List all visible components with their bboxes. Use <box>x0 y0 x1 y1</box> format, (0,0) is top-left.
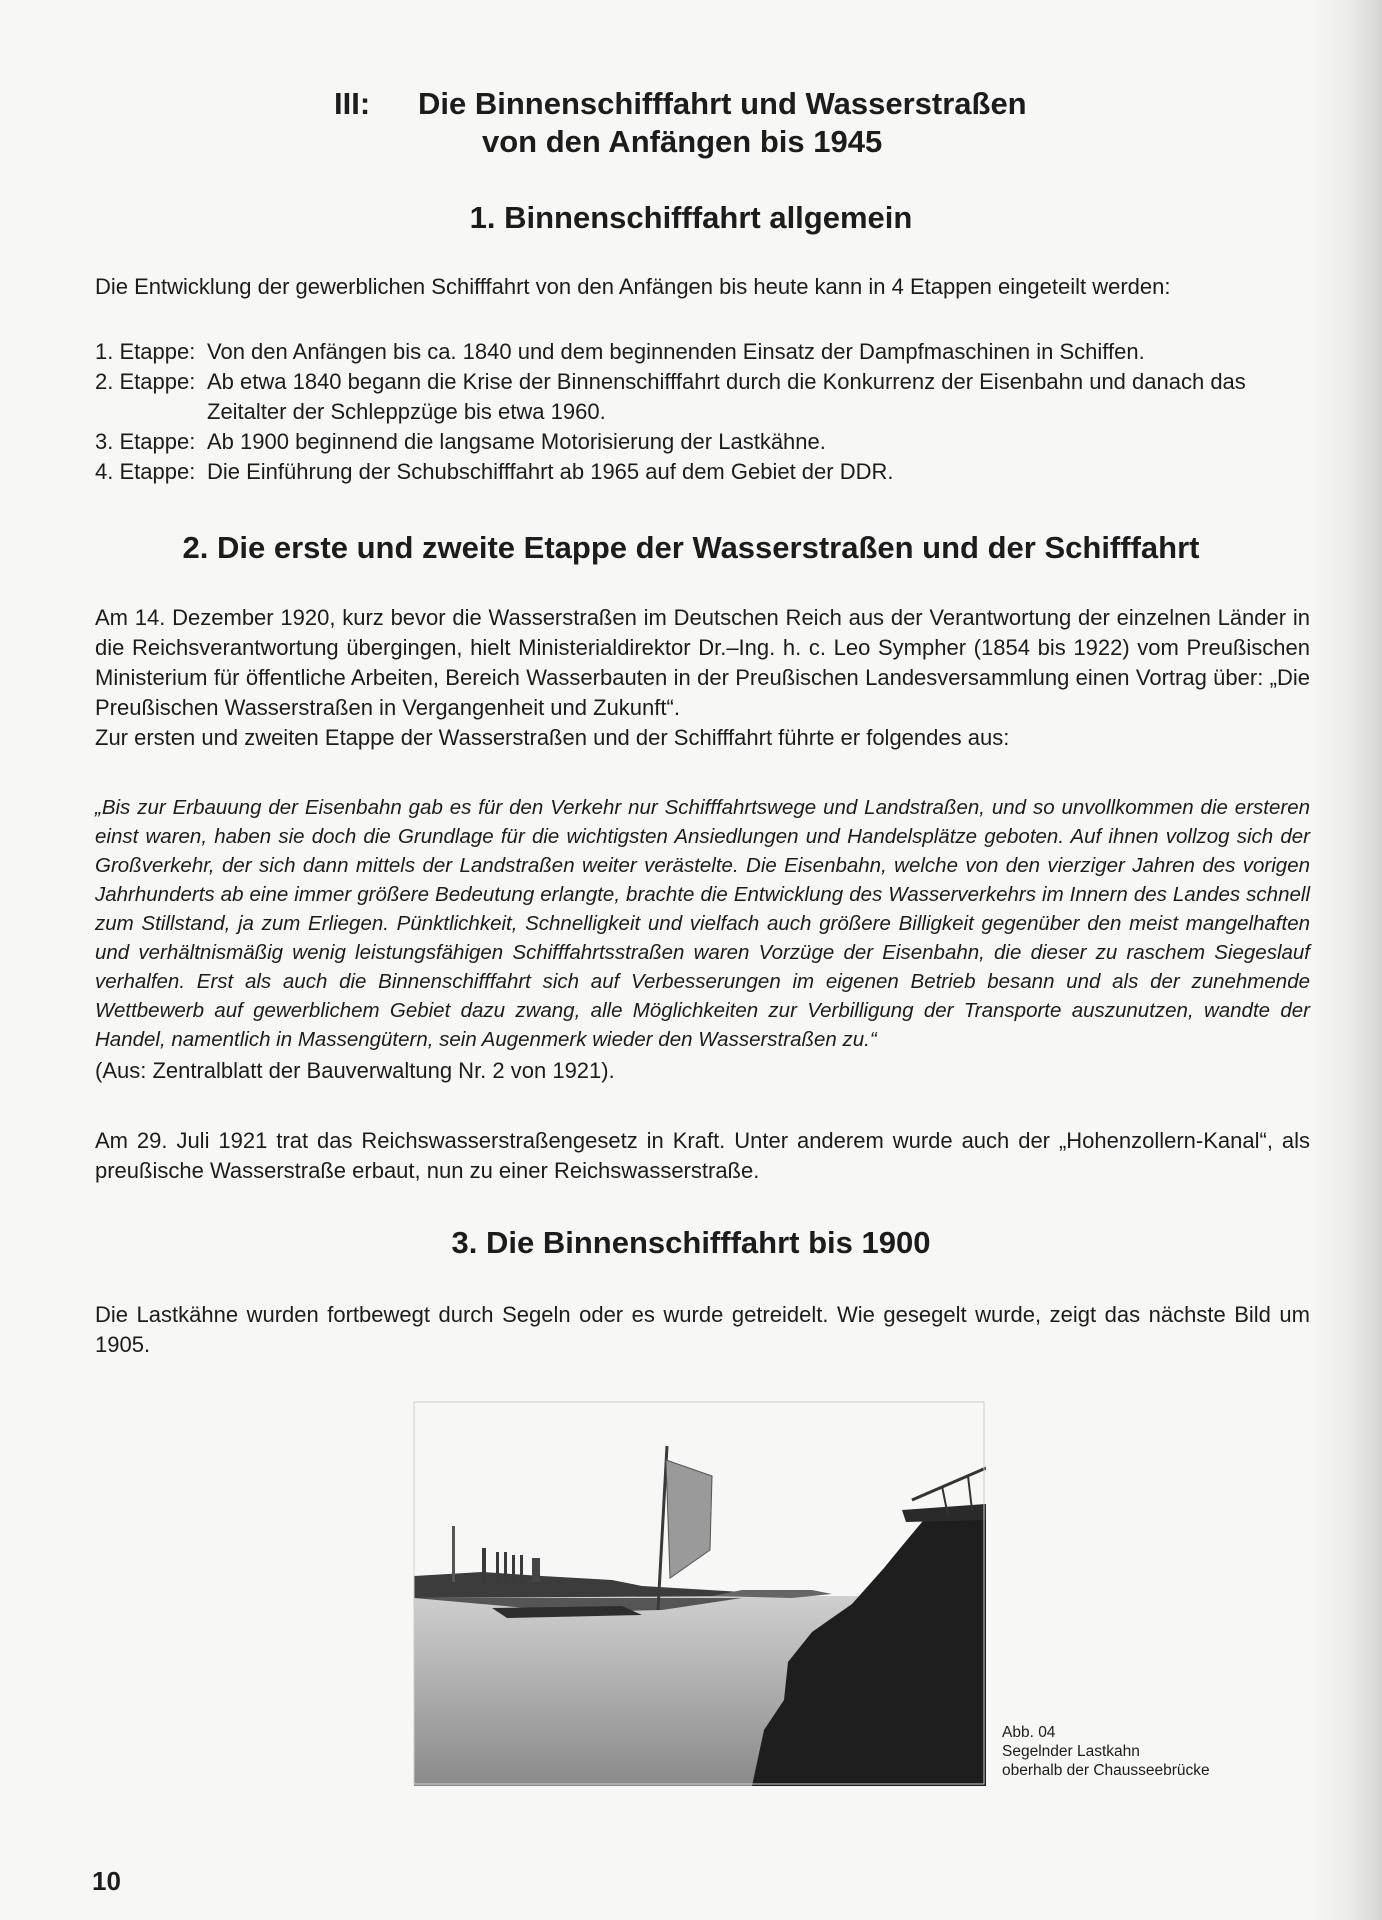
section3-paragraph: Die Lastkähne wurden fortbewegt durch Segeln oder es wurde getreidelt. Wie gesegelt wurde, zeigt das nächste Bild um 1905. <box>95 1302 1310 1357</box>
stage-text: Ab 1900 beginnend die langsame Motorisierung der Lastkähne. <box>207 429 826 454</box>
section2-heading: 2. Die erste und zweite Etappe der Wasserstraßen und der Schifffahrt <box>182 530 1200 565</box>
section3-heading: 3. Die Binnenschifffahrt bis 1900 <box>451 1225 931 1260</box>
section1-intro-text: Die Entwicklung der gewerblichen Schifffahrt von den Anfängen bis heute kann in 4 Etappen eingeteilt werden: <box>95 274 1171 299</box>
section3-body <box>95 1300 1310 1360</box>
chapter-title-line1: Die Binnenschifffahrt und Wasserstraßen <box>418 86 1027 121</box>
chapter-title-line2: von den Anfängen bis 1945 <box>482 124 883 159</box>
page-number: 10 <box>92 1866 121 1896</box>
stage-text: Ab etwa 1840 begann die Krise der Binnenschifffahrt durch die Konkurrenz der Eisenbahn und danach das Zeitalter der Schleppzüge bis etwa 1960. <box>207 369 1246 424</box>
stage-item <box>95 457 1310 487</box>
caption-title: Segelnder Lastkahn <box>1002 1743 1140 1760</box>
section1-intro <box>95 272 1310 302</box>
sailing-barge-photo <box>412 1400 986 1786</box>
sympher-quote <box>95 793 1310 1054</box>
quote-text: „Bis zur Erbauung der Eisenbahn gab es für den Verkehr nur Schifffahrtswege und Landstraßen, und so unvollkommen die ersteren einst waren, haben sie doch die Grundlage für die wichtigsten Ansiedlungen und Handelsplätze geboten. Auf ihnen vollzog sich der Großverkehr, der sich dann mittels der Landstraßen weiter verästelte. Die Eisenbahn, welche von den vierziger Jahren des vorigen Jahrhunderts ab eine immer größere Bedeutung erlangte, brachte die Entwicklung des Wasserverkehrs im Innern des Landes schnell zum Stillstand, ja zum Erliegen. Pünktlichkeit, Schnelligkeit und vielfach auch größere Billigkeit gegenüber den meist mangelhaften und verhältnismäßig wenig leistungsfähigen Schifffahrtsstraßen waren Vorzüge der Eisenbahn, die dieser zu raschem Siegeslauf verhalfen. Erst als auch die Binnenschifffahrt sich auf Verbesserungen im eigenen Betrieb besann und als der zunehmende Wettbewerb auf gewerblichem Gebiet dazu zwang, alle Möglichkeiten zur Verbilligung der Transporte auszunutzen, wandte der Handel, namentlich in Massengütern, sein Augenmerk wieder den Wasserstraßen zu.“ <box>95 796 1310 1051</box>
stage-label: 2. Etappe: <box>95 369 196 394</box>
stage-label: 4. Etappe: <box>95 459 196 484</box>
section2-paragraph3-block <box>95 1126 1310 1186</box>
stage-item <box>95 367 1310 427</box>
figure-caption <box>1002 1723 1210 1780</box>
page-edge-shadow <box>1312 0 1382 1920</box>
stage-text: Von den Anfängen bis ca. 1840 und dem beginnenden Einsatz der Dampfmaschinen in Schiffen. <box>207 339 1145 364</box>
section2-paragraph1: Am 14. Dezember 1920, kurz bevor die Wasserstraßen im Deutschen Reich aus der Verantwortung der einzelnen Länder in die Reichsverantwortung übergingen, hielt Ministerialdirektor Dr.–Ing. h. c. Leo Sympher (1854 bis 1922) vom Preußischen Ministerium für öffentliche Arbeiten, Bereich Wasserbauten in der Preußischen Landesversammlung einen Vortrag über: „Die Preußischen Wasserstraßen in Vergangenheit und Zukunft“. <box>95 605 1310 720</box>
caption-figure-number: Abb. 04 <box>1002 1724 1056 1741</box>
section1-heading: 1. Binnenschifffahrt allgemein <box>469 200 913 235</box>
quote-source <box>95 1056 1310 1086</box>
section2-body <box>95 603 1310 753</box>
stage-label: 1. Etappe: <box>95 339 196 364</box>
caption-location: oberhalb der Chausseebrücke <box>1002 1762 1210 1779</box>
stage-label: 3. Etappe: <box>95 429 196 454</box>
stage-item <box>95 337 1310 367</box>
stage-list <box>95 337 1310 487</box>
chapter-number: III: <box>334 86 371 121</box>
section2-paragraph2: Zur ersten und zweiten Etappe der Wasserstraßen und der Schifffahrt führte er folgendes aus: <box>95 725 1010 750</box>
quote-source-text: (Aus: Zentralblatt der Bauverwaltung Nr. 2 von 1921). <box>95 1058 615 1083</box>
historic-photo <box>412 1400 986 1786</box>
section2-paragraph3: Am 29. Juli 1921 trat das Reichswasserstraßengesetz in Kraft. Unter anderem wurde auch der „Hohenzollern-Kanal“, als preußische Wasserstraße erbaut, nun zu einer Reichswasserstraße. <box>95 1128 1310 1183</box>
stage-item <box>95 427 1310 457</box>
stage-text: Die Einführung der Schubschifffahrt ab 1965 auf dem Gebiet der DDR. <box>207 459 894 484</box>
